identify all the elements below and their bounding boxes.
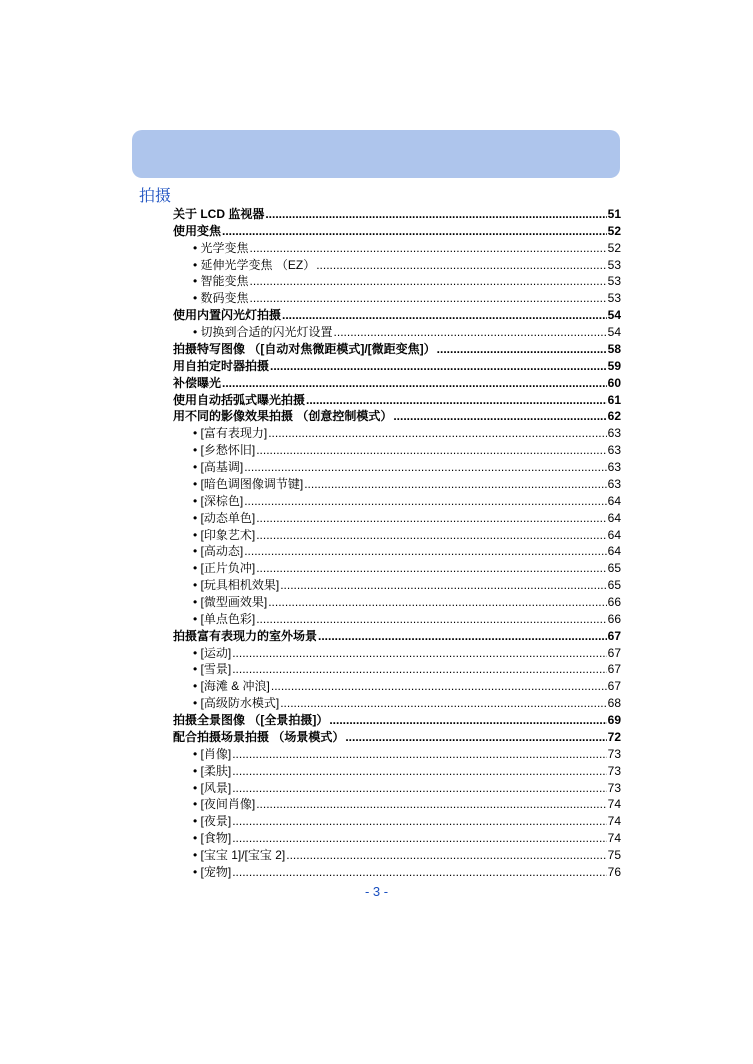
toc-entry-label: 用自拍定时器拍摄 [173, 358, 270, 373]
toc-leader-dots [232, 763, 606, 780]
toc-leader-dots [304, 476, 606, 493]
toc-page-number: 64 [607, 510, 621, 525]
toc-leader-dots [329, 712, 606, 729]
toc-page-number: 73 [607, 746, 621, 761]
toc-subentry[interactable] [193, 678, 621, 695]
toc-page-number: 53 [607, 257, 621, 272]
toc-page-number: 74 [607, 831, 621, 846]
toc-page-number: 69 [607, 713, 621, 728]
toc-leader-dots [232, 746, 606, 763]
toc-entry-label: • [动态单色] [193, 510, 256, 525]
toc-subentry[interactable] [193, 796, 621, 813]
toc-leader-dots [244, 543, 606, 560]
toc-page-number: 74 [607, 797, 621, 812]
toc-leader-dots [256, 796, 606, 813]
toc-entry-label: • [富有表现力] [193, 426, 268, 441]
section-title: 拍摄 [139, 186, 172, 205]
toc-subentry[interactable] [193, 611, 621, 628]
toc-leader-dots [393, 408, 606, 425]
toc-entry-label: • [暗色调图像调节键] [193, 476, 304, 491]
toc-entry-label: • 数码变焦 [193, 291, 249, 306]
toc-page-number: 74 [607, 814, 621, 829]
toc-page-number: 63 [607, 426, 621, 441]
toc-leader-dots [232, 661, 606, 678]
toc-page-number: 76 [607, 864, 621, 879]
toc-entry[interactable] [173, 392, 621, 409]
toc-entry-label: 拍摄特写图像 （[自动对焦微距模式]/[微距变焦]） [173, 341, 436, 356]
toc-entry-label: 拍摄富有表现力的室外场景 [173, 628, 318, 643]
toc-entry[interactable] [173, 358, 621, 375]
toc-entry-label: • [印象艺术] [193, 527, 256, 542]
toc-entry-label: • [单点色彩] [193, 611, 256, 626]
toc-entry-label: • [夜景] [193, 814, 232, 829]
toc-page-number: 52 [607, 240, 621, 255]
toc-subentry[interactable] [193, 695, 621, 712]
toc-entry-label: • [肖像] [193, 746, 232, 761]
toc-page-number: 66 [607, 595, 621, 609]
toc-leader-dots [334, 324, 607, 341]
toc-leader-dots [268, 425, 606, 442]
toc-entry-label: • [正片负冲] [193, 561, 256, 576]
toc-subentry[interactable] [193, 476, 621, 493]
toc-leader-dots [316, 257, 606, 274]
toc-subentry[interactable] [193, 527, 621, 544]
toc-entry[interactable] [173, 206, 621, 223]
toc-leader-dots [250, 240, 607, 257]
toc-leader-dots [256, 510, 606, 527]
toc-entry-label: 使用变焦 [173, 223, 222, 238]
toc-page-number: 67 [607, 645, 621, 660]
toc-subentry[interactable] [193, 510, 621, 527]
toc-subentry[interactable] [193, 442, 621, 459]
toc-entry[interactable] [173, 712, 621, 729]
toc-page-number: 63 [607, 460, 621, 475]
toc-leader-dots [280, 577, 606, 594]
toc-entry-label: 关于 LCD 监视器 [173, 207, 265, 221]
toc-entry-label: • [宠物] [193, 864, 232, 879]
toc-leader-dots [256, 442, 606, 459]
toc-subentry[interactable] [193, 560, 621, 577]
toc-leader-dots [256, 611, 606, 628]
toc-page-number: 67 [607, 628, 621, 643]
toc-page-number: 63 [607, 443, 621, 458]
toc-page-number: 58 [607, 341, 621, 356]
toc-entry-label: • [海滩 & 冲浪] [193, 679, 270, 694]
toc-subentry[interactable] [193, 830, 621, 847]
toc-entry-label: • [风景] [193, 780, 232, 795]
toc-page-number: 54 [607, 308, 621, 323]
toc-entry-label: • [夜间肖像] [193, 797, 256, 812]
toc-entry[interactable] [173, 729, 621, 746]
toc-entry-label: • 光学变焦 [193, 240, 249, 255]
toc-page-number: 64 [607, 527, 621, 542]
toc-entry-label: • 延伸光学变焦 （EZ） [193, 257, 316, 272]
toc-page-number: 65 [607, 561, 621, 576]
toc-leader-dots [306, 392, 607, 409]
toc-page-number: 63 [607, 476, 621, 491]
toc-leader-dots [250, 273, 607, 290]
toc-leader-dots [345, 729, 606, 746]
toc-leader-dots [232, 830, 606, 847]
toc-leader-dots [222, 375, 607, 392]
toc-entry-label: • 智能变焦 [193, 274, 249, 289]
toc-page-number: 53 [607, 291, 621, 306]
toc-leader-dots [437, 341, 607, 358]
toc-subentry[interactable] [193, 324, 621, 341]
toc-subentry[interactable] [193, 661, 621, 678]
toc-entry[interactable] [173, 408, 621, 425]
toc-leader-dots [265, 206, 606, 223]
toc-entry-label: 使用内置闪光灯拍摄 [173, 308, 282, 323]
toc-leader-dots [282, 307, 607, 324]
toc-page-number: 72 [607, 729, 621, 744]
toc-page-number: 64 [607, 493, 621, 508]
toc-entry-label: • 切换到合适的闪光灯设置 [193, 325, 333, 340]
toc-page-number: 67 [607, 679, 621, 694]
toc-entry-label: 拍摄全景图像 （[全景拍摄]） [173, 713, 329, 728]
toc-leader-dots [232, 645, 606, 662]
toc-subentry[interactable] [193, 459, 621, 476]
toc-subentry[interactable] [193, 847, 621, 864]
header-band [132, 130, 620, 178]
toc-page-number: 62 [607, 409, 621, 424]
toc-page-number: 61 [607, 392, 621, 407]
toc-subentry[interactable] [193, 645, 621, 662]
toc-leader-dots [286, 847, 606, 864]
toc-leader-dots [244, 493, 606, 510]
toc-page-number: 51 [607, 207, 621, 221]
toc-entry[interactable] [173, 341, 621, 358]
toc-entry-label: • [高动态] [193, 544, 244, 559]
toc-entry[interactable] [173, 375, 621, 392]
toc-subentry[interactable] [193, 746, 621, 763]
toc-leader-dots [232, 864, 606, 881]
toc-subentry[interactable] [193, 813, 621, 830]
toc-entry[interactable] [173, 628, 621, 645]
toc-leader-dots [244, 459, 606, 476]
toc-subentry[interactable] [193, 864, 621, 881]
toc-subentry[interactable] [193, 493, 621, 510]
toc-page-number: 73 [607, 763, 621, 778]
toc-entry-label: • [乡愁怀旧] [193, 443, 256, 458]
toc-subentry[interactable] [193, 763, 621, 780]
toc-entry-label: • [食物] [193, 831, 232, 846]
toc-entry-label: 补偿曝光 [173, 375, 222, 390]
toc-entry-label: 用不同的影像效果拍摄 （创意控制模式） [173, 409, 393, 424]
toc-entry-label: 使用自动括弧式曝光拍摄 [173, 392, 306, 407]
toc-leader-dots [271, 678, 607, 695]
toc-subentry[interactable] [193, 425, 621, 442]
toc-leader-dots [270, 358, 607, 375]
toc-entry[interactable] [173, 223, 621, 240]
toc-subentry[interactable] [193, 594, 621, 611]
toc-subentry[interactable] [193, 240, 621, 257]
toc-subentry[interactable] [193, 273, 621, 290]
toc-leader-dots [256, 527, 606, 544]
toc-leader-dots [268, 594, 606, 611]
toc-entry-label: • [深棕色] [193, 493, 244, 508]
toc-leader-dots [232, 780, 606, 797]
toc-subentry[interactable] [193, 290, 621, 307]
toc-subentry[interactable] [193, 257, 621, 274]
toc-entry-label: • [高级防水模式] [193, 696, 280, 711]
toc-leader-dots [256, 560, 606, 577]
toc-page-number: 66 [607, 611, 621, 626]
toc-entry-label: • [玩具相机效果] [193, 578, 280, 593]
toc-entry-label: • [运动] [193, 645, 232, 660]
toc-leader-dots [222, 223, 607, 240]
toc-page-number: 68 [607, 696, 621, 711]
toc-page-number: 54 [607, 325, 621, 340]
page-number: - 3 - [364, 884, 389, 899]
toc-page-number: 60 [607, 375, 621, 390]
toc-entry-label: • [微型画效果] [193, 595, 268, 609]
toc-leader-dots [280, 695, 606, 712]
toc-entry-label: • [高基调] [193, 460, 244, 475]
toc-page-number: 73 [607, 780, 621, 795]
toc-page-number: 65 [607, 578, 621, 593]
toc-page-number: 53 [607, 274, 621, 289]
toc-page-number: 67 [607, 662, 621, 677]
toc-subentry[interactable] [193, 780, 621, 797]
toc-page-number: 75 [607, 848, 621, 863]
toc-page-number: 52 [607, 223, 621, 238]
toc-leader-dots [232, 813, 606, 830]
toc-leader-dots [318, 628, 607, 645]
toc-leader-dots [250, 290, 607, 307]
toc-entry-label: • [雪景] [193, 662, 232, 677]
toc-subentry[interactable] [193, 577, 621, 594]
toc-page-number: 59 [607, 358, 621, 373]
toc-entry-label: • [柔肤] [193, 763, 232, 778]
toc-entry-label: • [宝宝 1]/[宝宝 2] [193, 848, 286, 863]
toc-entry[interactable] [173, 307, 621, 324]
toc-subentry[interactable] [193, 543, 621, 560]
toc-entry-label: 配合拍摄场景拍摄 （场景模式） [173, 729, 345, 744]
toc-page-number: 64 [607, 544, 621, 559]
